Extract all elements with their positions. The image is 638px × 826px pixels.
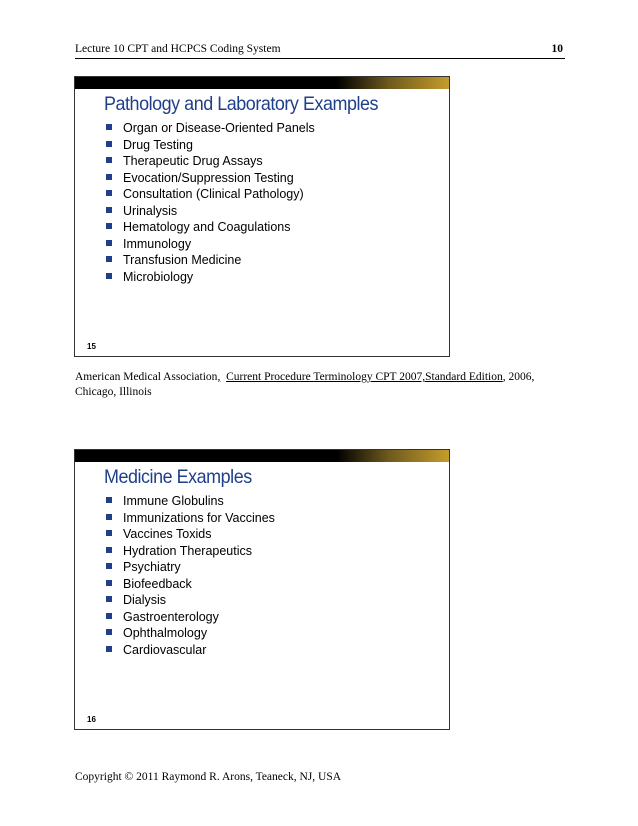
square-bullet-icon [106, 240, 112, 246]
square-bullet-icon [106, 613, 112, 619]
list-item-text: Vaccines Toxids [123, 527, 212, 541]
list-item [105, 269, 315, 286]
page-header-title: Lecture 10 CPT and HCPCS Coding System [75, 43, 281, 55]
square-bullet-icon [106, 629, 112, 635]
list-item [105, 170, 315, 187]
list-item [105, 120, 315, 137]
list-item-text: Immunizations for Vaccines [123, 510, 275, 525]
citation-location: Chicago, Illinois [75, 386, 152, 398]
list-item-text: Consultation (Clinical Pathology) [123, 187, 304, 201]
slide-number: 15 [87, 342, 96, 351]
list-item-text: Cardiovascular [123, 642, 207, 657]
list-item-text: Hydration Therapeutics [123, 543, 253, 558]
slide-bullet-list [105, 120, 315, 285]
list-item [105, 576, 275, 593]
list-item [105, 252, 315, 269]
slide-number: 16 [87, 715, 96, 724]
list-item-text: Ophthalmology [123, 626, 208, 640]
list-item [105, 609, 275, 626]
list-item-text: Hematology and Coagulations [123, 220, 291, 234]
square-bullet-icon [106, 547, 112, 553]
square-bullet-icon [106, 124, 112, 130]
square-bullet-icon [106, 596, 112, 602]
list-item-text: Immune Globulins [123, 494, 224, 508]
list-item [105, 219, 315, 236]
square-bullet-icon [106, 580, 112, 586]
citation-separator: , [217, 371, 221, 383]
square-bullet-icon [106, 141, 112, 147]
square-bullet-icon [106, 174, 112, 180]
list-item [105, 625, 275, 642]
square-bullet-icon [106, 223, 112, 229]
citation-author: American Medical Association [75, 371, 218, 383]
slide-header-bar [75, 450, 449, 462]
square-bullet-icon [106, 256, 112, 262]
list-item-text: Transfusion Medicine [123, 253, 242, 267]
list-item-text: Organ or Disease-Oriented Panels [123, 121, 315, 135]
square-bullet-icon [106, 646, 112, 652]
list-item [105, 559, 275, 576]
page-header [75, 42, 565, 59]
copyright-footer: Copyright © 2011 Raymond R. Arons, Teaneck, NJ, USA [75, 771, 342, 783]
square-bullet-icon [106, 530, 112, 536]
list-item [105, 186, 315, 203]
list-item-text: Biofeedback [123, 576, 192, 591]
slide-title: Pathology and Laboratory Examples [104, 93, 379, 115]
list-item [105, 203, 315, 220]
list-item [105, 642, 275, 659]
square-bullet-icon [106, 514, 112, 520]
square-bullet-icon [106, 497, 112, 503]
slide-15 [74, 76, 450, 357]
list-item [105, 236, 315, 253]
list-item [105, 493, 275, 510]
citation-work-title: Current Procedure Terminology CPT 2007,Standard Edition [226, 371, 503, 383]
square-bullet-icon [106, 207, 112, 213]
list-item [105, 543, 275, 560]
page-number: 10 [551, 43, 563, 55]
slide-title: Medicine Examples [104, 466, 252, 488]
list-item-text: Therapeutic Drug Assays [123, 154, 263, 168]
list-item-text: Immunology [123, 236, 192, 251]
list-item-text: Drug Testing [123, 137, 193, 152]
list-item-text: Urinalysis [123, 203, 178, 218]
list-item [105, 137, 315, 154]
square-bullet-icon [106, 273, 112, 279]
list-item-text: Microbiology [123, 269, 194, 284]
list-item [105, 592, 275, 609]
list-item-text: Psychiatry [123, 560, 181, 574]
list-item-text: Evocation/Suppression Testing [123, 170, 294, 185]
square-bullet-icon [106, 563, 112, 569]
citation-year: , 2006, [502, 371, 535, 383]
slide-bullet-list [105, 493, 275, 658]
slide-16 [74, 449, 450, 730]
list-item [105, 153, 315, 170]
list-item [105, 526, 275, 543]
square-bullet-icon [106, 190, 112, 196]
citation [75, 370, 555, 400]
list-item-text: Dialysis [123, 593, 167, 607]
list-item [105, 510, 275, 527]
slide-header-bar [75, 77, 449, 89]
list-item-text: Gastroenterology [123, 609, 219, 624]
square-bullet-icon [106, 157, 112, 163]
